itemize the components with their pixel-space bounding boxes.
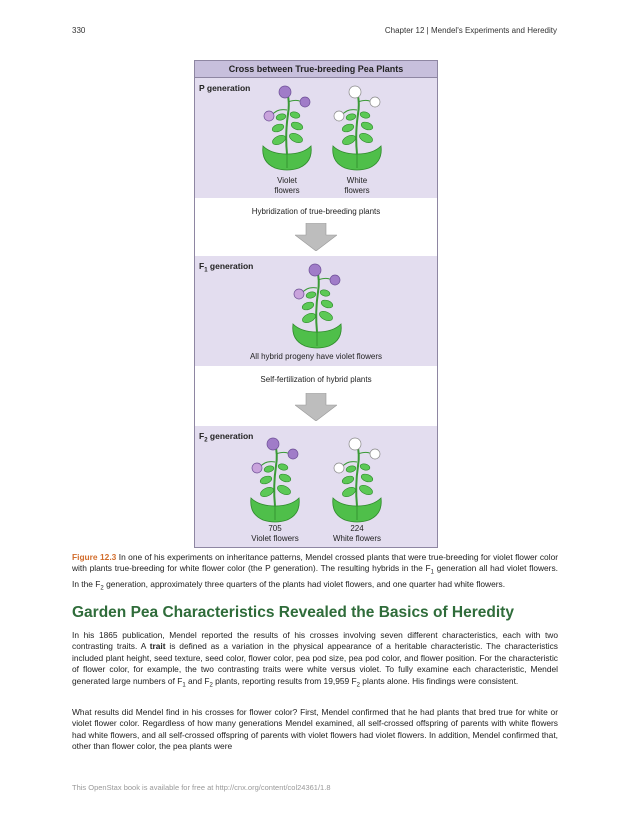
- white-flowers-caption: White flowers: [344, 176, 370, 195]
- f1-generation-band: [195, 256, 437, 366]
- f1-generation-label: $F_1$ generation: [199, 261, 254, 274]
- f2-white-plant-icon: [327, 436, 387, 526]
- self-fertilization-step: Self-fertilization of hybrid plants: [260, 375, 372, 384]
- violet-plant-icon: [257, 84, 317, 174]
- violet-flowers-caption: Violet flowers: [274, 176, 300, 195]
- section-heading: Garden Pea Characteristics Revealed the Basics of Heredity: [72, 604, 514, 621]
- f2-generation-label: $F_2$ generation: [199, 431, 254, 444]
- figure-caption: Figure 12.3 In one of his experiments on inheritance patterns, Mendel crossed plants that were true-breeding for violet flower color with plants true-breeding for white flower color (the P generation). The resulting hybrids in the $F_1$ generation all had violet flowers. In the $F_2$ generation, approximately three quarters of the plants had violet flowers, and one quarter had white flowers.: [72, 552, 559, 593]
- white-count-caption: 224 White flowers: [332, 524, 381, 543]
- paragraph-1: In his 1865 publication, Mendel reported the results of his crosses involving seven different characteristics, each with two contrasting traits. A trait is defined as a variation in the physical appearance of a heritable characteristic. The characteristics included plant height, seed texture, seed color, flower color, pea pod size, pea pod color, and flower position. For the characteristic of flower color, for example, the two contrasting traits were white versus violet. To fully examine each characteristic, Mendel generated large numbers of $F_1$ and $F_2$ plants, reporting results from 19,959 $F_2$ plants alone. His findings were consistent.: [72, 630, 558, 689]
- white-plant-icon: [327, 84, 387, 174]
- down-arrow-icon: [295, 223, 337, 251]
- f1-caption: All hybrid progeny have violet flowers: [249, 352, 383, 361]
- footer: This OpenStax book is available for free at http://cnx.org/content/col24361/1.8: [72, 783, 331, 792]
- down-arrow-icon: [295, 393, 337, 421]
- hybridization-step: Hybridization of true-breeding plants: [251, 207, 381, 216]
- p-generation-label: P generation: [199, 83, 251, 93]
- f2-generation-band: [195, 426, 437, 547]
- cross-figure: [194, 60, 438, 548]
- p-generation-band: [195, 78, 437, 198]
- f2-violet-plant-icon: [245, 436, 305, 526]
- f1-plant-icon: [287, 262, 347, 352]
- chapter-header: Chapter 12 | Mendel's Experiments and Heredity: [384, 26, 557, 35]
- page-number: 330: [72, 26, 86, 35]
- paragraph-2: What results did Mendel find in his crosses for flower color? First, Mendel confirmed that he had plants that bred true for white or violet flower color. Regardless of how many generations Mendel examined, all self-crossed offspring of parents with white flowers had white flowers, and all self-crossed offspring of parents with violet flowers had violet flowers. In addition, Mendel confirmed that, other than flower color, the pea plants were: [72, 707, 558, 752]
- figure-title: Cross between True-breeding Pea Plants: [195, 61, 437, 78]
- violet-count-caption: 705 Violet flowers: [251, 524, 299, 543]
